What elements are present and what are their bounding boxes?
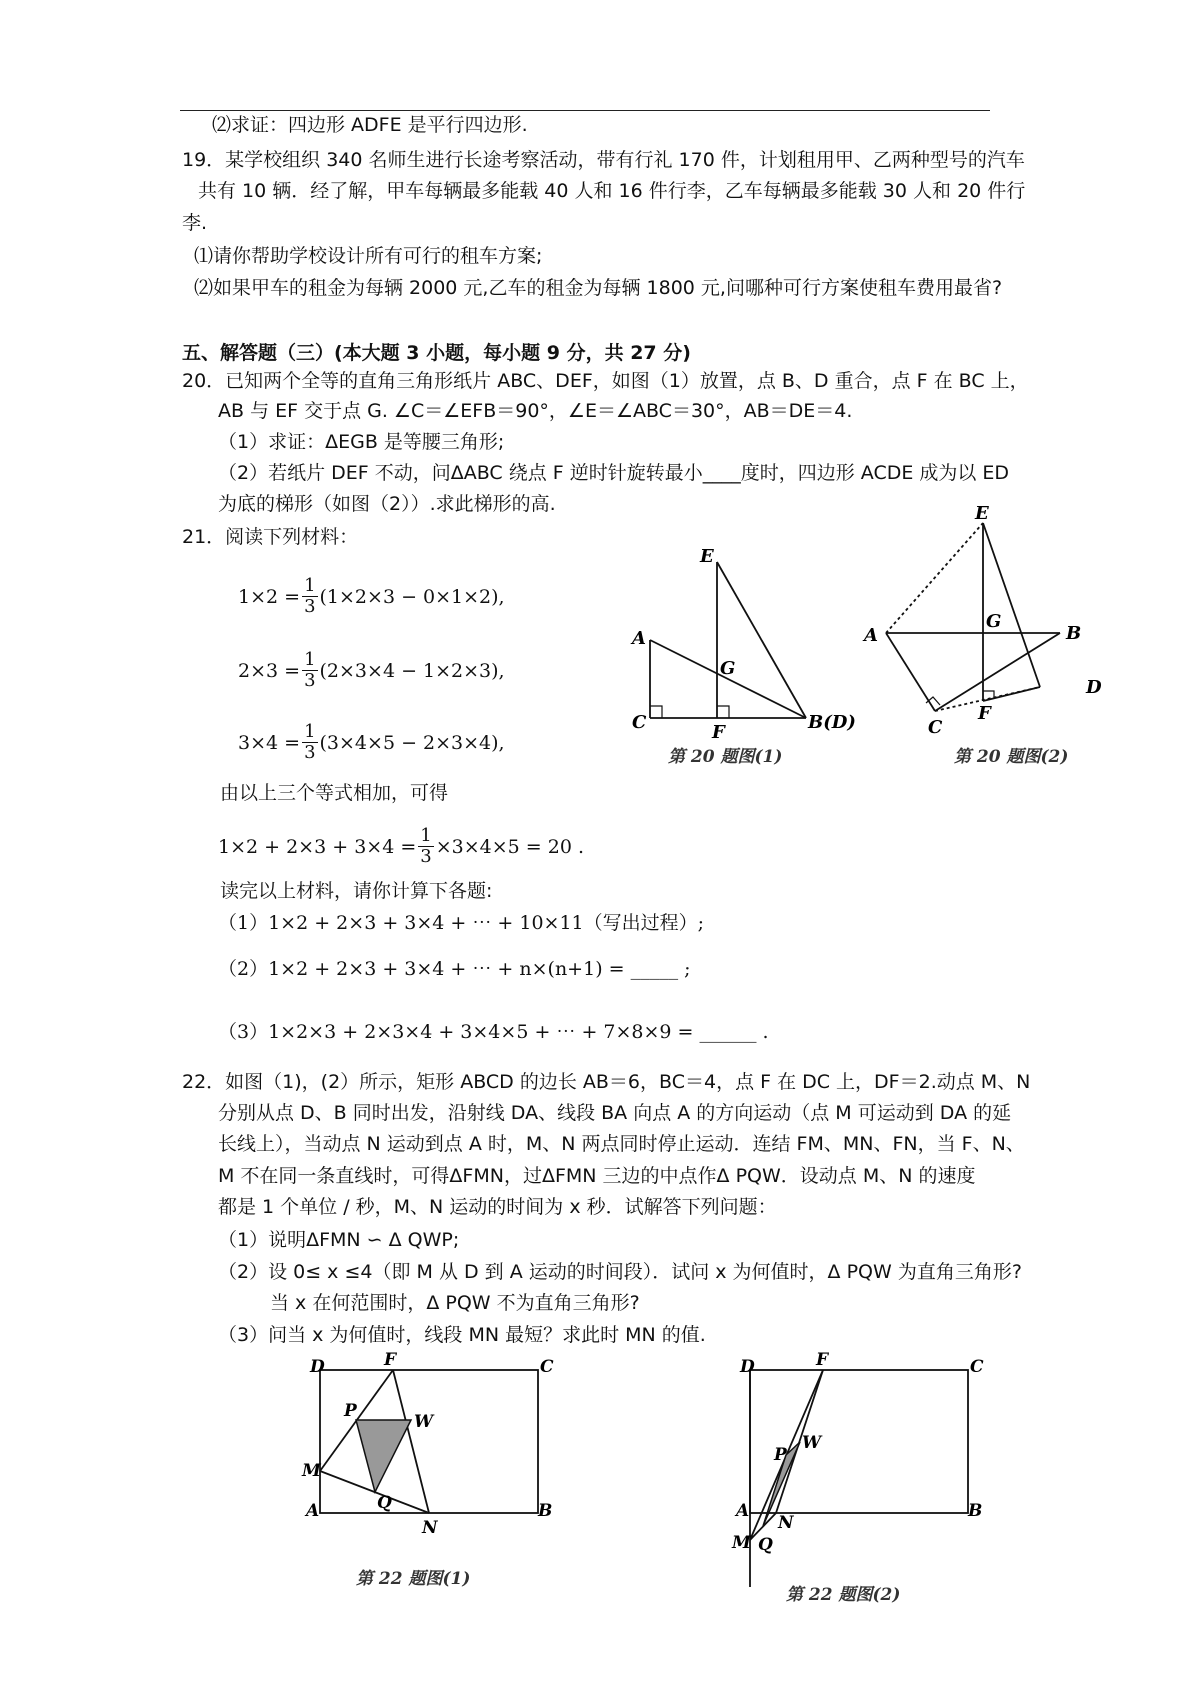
q19-part2: ⑵如果甲车的租金为每辆 2000 元,乙车的租金为每辆 1800 元,问哪种可行方案使租车费用最省? <box>194 277 1003 299</box>
q21-instr: 读完以上材料，请你计算下各题: <box>220 880 493 902</box>
label-E: E <box>975 505 989 524</box>
q21-sum <box>218 826 584 867</box>
label-M: M <box>732 1533 751 1553</box>
q21-p1: （1）1×2 + 2×3 + 3×4 + ⋯ + 10×11（写出过程）; <box>218 912 705 934</box>
q21-eq2 <box>238 650 505 691</box>
label-C: C <box>540 1357 554 1377</box>
q20-part1: （1）求证：ΔEGB 是等腰三角形; <box>218 431 505 453</box>
label-C: C <box>970 1357 984 1377</box>
q21-eq1-rhs: (1×2×3 − 0×1×2), <box>319 585 505 608</box>
label-C: C <box>928 717 943 738</box>
label-A: A <box>864 625 878 646</box>
q21-sum-intro: 由以上三个等式相加，可得 <box>220 782 449 804</box>
q20-line1: 20．已知两个全等的直角三角形纸片 ABC、DEF，如图（1）放置，点 B、D 重合，点 F 在 BC 上， <box>182 370 1029 392</box>
frac-num: 1 <box>304 721 316 742</box>
label-D: D <box>310 1357 325 1377</box>
label-W: W <box>802 1433 822 1453</box>
label-A: A <box>632 628 646 649</box>
q20-part2b: 为底的梯形（如图（2））.求此梯形的高. <box>218 493 556 515</box>
q20-part2a: （2）若纸片 DEF 不动，问ΔABC 绕点 F 逆时针旋转最小____度时，四边形 ACDE 成为以 ED <box>218 462 1010 484</box>
q21-eq3 <box>238 722 505 763</box>
label-B: B <box>1066 623 1082 644</box>
q18-part2: ⑵求证：四边形 ADFE 是平行四边形. <box>212 114 528 136</box>
q21-eq3-rhs: (3×4×5 − 2×3×4), <box>319 731 505 754</box>
q19-part1: ⑴请你帮助学校设计所有可行的租车方案; <box>194 245 543 267</box>
q21-eq3-lhs: 3×4 = <box>238 731 301 754</box>
label-G: G <box>986 611 1002 632</box>
q22-fig2-caption: 第 22 题图(2) <box>786 1585 901 1605</box>
label-N: N <box>778 1513 794 1533</box>
frac-den: 3 <box>304 596 316 617</box>
q20-fig2-caption: 第 20 题图(2) <box>954 747 1069 767</box>
label-BD: B(D) <box>808 712 856 733</box>
q21-eq2-lhs: 2×3 = <box>238 659 301 682</box>
label-M: M <box>302 1461 321 1481</box>
q21-eq1 <box>238 576 505 617</box>
label-Q: Q <box>758 1535 773 1555</box>
label-C: C <box>632 712 647 733</box>
q21-p3: （3）1×2×3 + 2×3×4 + 3×4×5 + ⋯ + 7×8×9 = ______ . <box>218 1021 769 1043</box>
label-B: B <box>538 1501 553 1521</box>
frac-den: 3 <box>420 846 432 867</box>
frac-num: 1 <box>304 575 316 596</box>
label-G: G <box>720 658 736 679</box>
frac-num: 1 <box>304 649 316 670</box>
q22-line4: M 不在同一条直线时，可得ΔFMN，过ΔFMN 三边的中点作Δ PQW．设动点 M、N 的速度 <box>218 1165 976 1187</box>
label-Q: Q <box>377 1493 392 1513</box>
q19-line1: 19．某学校组织 340 名师生进行长途考察活动，带有行礼 170 件，计划租用甲、乙两种型号的汽车 <box>182 149 1025 171</box>
label-B: B <box>968 1501 983 1521</box>
q22-fig1-caption: 第 22 题图(1) <box>356 1569 471 1589</box>
q22-figure-2 <box>720 1350 1010 1614</box>
q19-line3: 李. <box>182 212 208 234</box>
label-E: E <box>700 546 714 567</box>
fraction <box>418 826 433 867</box>
q21-sum-rhs: ×3×4×5 = 20 . <box>435 835 584 858</box>
q22-line3: 长线上），当动点 N 运动到点 A 时，M、N 两点同时停止运动．连结 FM、MN、FN，当 F、N、 <box>218 1133 1025 1155</box>
frac-den: 3 <box>304 670 316 691</box>
q21-sum-lhs: 1×2 + 2×3 + 3×4 = <box>218 835 417 858</box>
q22-p2b: 当 x 在何范围时，Δ PQW 不为直角三角形? <box>270 1292 640 1314</box>
label-A: A <box>736 1501 750 1521</box>
label-F: F <box>384 1350 397 1370</box>
label-P: P <box>774 1445 787 1465</box>
q22-p2a: （2）设 0≤ x ≤4（即 M 从 D 到 A 运动的时间段）．试问 x 为何值时，Δ PQW 为直角三角形? <box>218 1261 1022 1283</box>
frac-num: 1 <box>420 825 432 846</box>
fraction <box>302 576 317 617</box>
section-heading: 五、解答题（三）(本大题 3 小题，每小题 9 分，共 27 分) <box>182 342 691 364</box>
q21-eq2-rhs: (2×3×4 − 1×2×3), <box>319 659 505 682</box>
label-P: P <box>344 1401 357 1421</box>
label-A: A <box>306 1501 320 1521</box>
q19-line2: 共有 10 辆．经了解，甲车每辆最多能载 40 人和 16 件行李，乙车每辆最多能载 30 人和 20 件行 <box>198 180 1026 202</box>
q21-p2: （2）1×2 + 2×3 + 3×4 + ⋯ + n×(n+1) = _____ ; <box>218 958 691 980</box>
label-N: N <box>422 1518 438 1538</box>
q22-p3: （3）问当 x 为何值时，线段 MN 最短？求此时 MN 的值. <box>218 1324 706 1346</box>
q20-line2: AB 与 EF 交于点 G. ∠C＝∠EFB＝90°，∠E＝∠ABC＝30°，AB＝DE＝4. <box>218 400 853 422</box>
label-W: W <box>414 1412 434 1432</box>
label-D: D <box>1086 677 1102 698</box>
q22-figure-1 <box>290 1350 580 1596</box>
q22-line5: 都是 1 个单位 / 秒，M、N 运动的时间为 x 秒．试解答下列问题： <box>218 1196 777 1218</box>
q22-line1: 22．如图（1)，(2）所示，矩形 ABCD 的边长 AB＝6，BC＝4，点 F 在 DC 上，DF＝2.动点 M、N <box>182 1071 1031 1093</box>
q22-line2: 分别从点 D、B 同时出发，沿射线 DA、线段 BA 向点 A 的方向运动（点 M 可运动到 DA 的延 <box>218 1102 1012 1124</box>
header-rule <box>180 110 990 111</box>
q22-p1: （1）说明ΔFMN ∽ Δ QWP; <box>218 1229 460 1251</box>
label-F: F <box>712 722 725 743</box>
label-F: F <box>816 1350 829 1370</box>
fraction <box>302 650 317 691</box>
q21-eq1-lhs: 1×2 = <box>238 585 301 608</box>
q20-fig1-caption: 第 20 题图(1) <box>668 747 783 767</box>
fraction <box>302 722 317 763</box>
frac-den: 3 <box>304 742 316 763</box>
label-D: D <box>740 1357 755 1377</box>
q21-intro: 21．阅读下列材料： <box>182 526 359 548</box>
label-F: F <box>978 703 991 724</box>
q20-figure-1 <box>620 540 900 780</box>
q20-figure-2 <box>860 505 1120 780</box>
